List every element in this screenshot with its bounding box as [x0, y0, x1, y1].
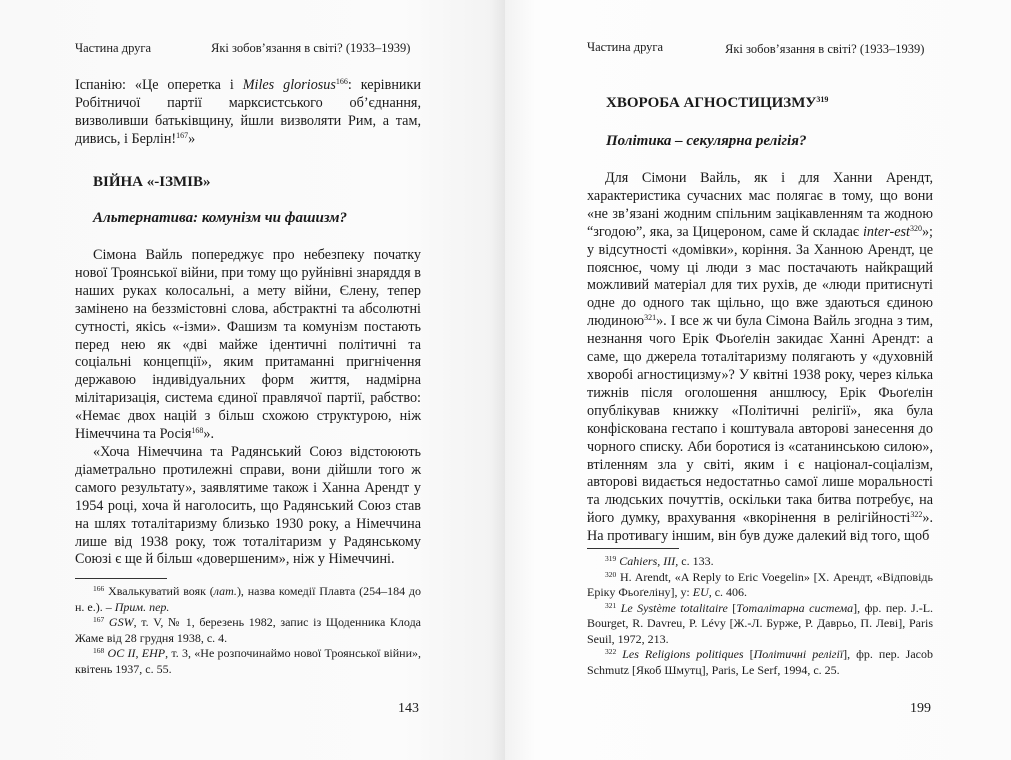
- running-header-title: Які зобов’язання в світі? (1933–1939): [211, 41, 411, 55]
- left-page: [0, 0, 505, 760]
- footnote: $^{168}$ OC II, EHP, т. 3, «Не розпочинаймо нової Троянської війни», квітень 1937, с. 55.: [75, 646, 422, 676]
- footnotes: [75, 584, 421, 677]
- paragraph: «Хоча Німеччина та Радянський Союз відстоюють діаметрально протилежні справи, вони дійшли того ж самого результату», заявлятиме також і Ханна Арендт у 1954 році, хоча й наголосить, що Радянський Союз став на шлях тоталітаризму близько 1930 року, а Німеччина лише від 1938 року, тож тоталітаризм у Радянському Союзі є ще й більш «довершеним», ніж у Німеччині.: [75, 443, 421, 568]
- footnote: $^{319}$ Cahiers, III, с. 133.: [605, 554, 714, 568]
- paragraph: Сімона Вайль попереджує про небезпеку початку нової Троянської війни, при тому що руйнівні знаряддя в наших руках колосальні, а мету війни, Єлену, тепер замінено на беззмістовні слова, абстрактні та абсолютні сутності, якісь «-ізми». Фашизм та комунізм постають перед нею як «дві майже ідентичні політичні та соціальні концепції», яким притаманні пригнічення державою індивідуальних форм життя, надмірна мілітаризація, система єдиної правлячої партії, рабство: «Немає двох націй з більш схожою структурою, ніж Німеччина та Росія$^{168}$».: [75, 247, 421, 443]
- footnote: $^{167}$ GSW, т. V, № 1, березень 1982, запис із Щоденника Клода Жаме від 28 грудня 1938, с. 4.: [75, 615, 422, 645]
- footnote: $^{166}$ Хвалькуватий вояк (лат.), назва комедії Плавта (254–184 до н. е.). – Прим. пер.: [75, 584, 422, 614]
- running-header-part: Частина друга: [75, 41, 152, 55]
- running-header-title: Які зобов’язання в світі? (1933–1939): [725, 42, 925, 56]
- footnote: $^{321}$ Le Système totalitaire [Тоталітарна система], фр. пер. J.-L. Bourget, R. Davreu, P. Lévy [Ж.-Л. Бурже, Р. Даврьо, П. Леві], Paris Seuil, 1972, 213.: [587, 600, 934, 646]
- footnote: $^{322}$ Les Religions politiques [Політичні релігії], фр. пер. Jacob Schmutz [Якоб Шмутц], Paris, Le Serf, 1994, с. 25.: [587, 647, 933, 677]
- chapter-title: ВІЙНА «-ІЗМІВ»: [93, 174, 211, 190]
- right-page: [505, 0, 1011, 760]
- running-header-part: Частина друга: [587, 40, 664, 54]
- body-text: [587, 170, 933, 546]
- footnote: $^{320}$ H. Arendt, «A Reply to Eric Voegelin» [Х. Арендт, «Відповідь Еріку Фьоґеліну], у: EU, с. 406.: [587, 569, 933, 599]
- body-text: [75, 247, 421, 569]
- footnote-rule: [75, 578, 167, 579]
- footnotes: [587, 554, 933, 678]
- footnote-rule: [587, 548, 679, 549]
- paragraph: Для Сімони Вайль, як і для Ханни Арендт, характеристика сучасних мас полягає в тому, що вони «не зв’язані жодним спільним зацікавленням та жодною “згодою”, яка, за Цицероном, саме й складає inter-est$^{320}$»; у відсутності «домівки», коріння. За Ханною Арендт, це пояснює, чому ці люди з мас постачають найкращий можливий матеріал для тих рухів, де «люди притиснуті одне до одного так щільно, що вже здаються єдиною людиною$^{321}$». І все ж чи була Сімона Вайль згодна з тим, незнання чого Ерік Фьоґелін закидає Ханні Арендт: а саме, що джерела тоталітаризму полягають у «духовній хворобі агностицизму»? У квітні 1938 року, через кілька тижнів після оголошення аншлюсу, Ерік Фьоґелін опублікував книжку «Політичні релігії», яка була конфіскована гестапо і коштувала авторові занесення до чорного списку. Аби боротися із «сатанинською силою», втіленням зла у світі, яким і є націонал-соціалізм, авторові видається недостатньо самої лише моральності та людських почуттів, оскільки така битва потребує, на його думку, врахування «вкорінення в релігійності$^{322}$». На противагу іншим, він був дуже далекий від того, щоб: [587, 170, 933, 545]
- intro-paragraph: Іспанію: «Це оперетка і Miles gloriosus$^{166}$: керівники Робітничої партії марксистського об’єднання, визволивши батьківщину, йшли визволяти Рим, а там, дивись, і Берлін!$^{167}$»: [75, 77, 421, 147]
- page-number: 199: [910, 701, 931, 716]
- chapter-title: ХВОРОБА АГНОСТИЦИЗМУ$^{319}$: [606, 95, 829, 111]
- section-subtitle: Альтернатива: комунізм чи фашизм?: [93, 210, 348, 226]
- section-subtitle: Політика – секулярна релігія?: [606, 133, 807, 149]
- page-number: 143: [398, 701, 419, 716]
